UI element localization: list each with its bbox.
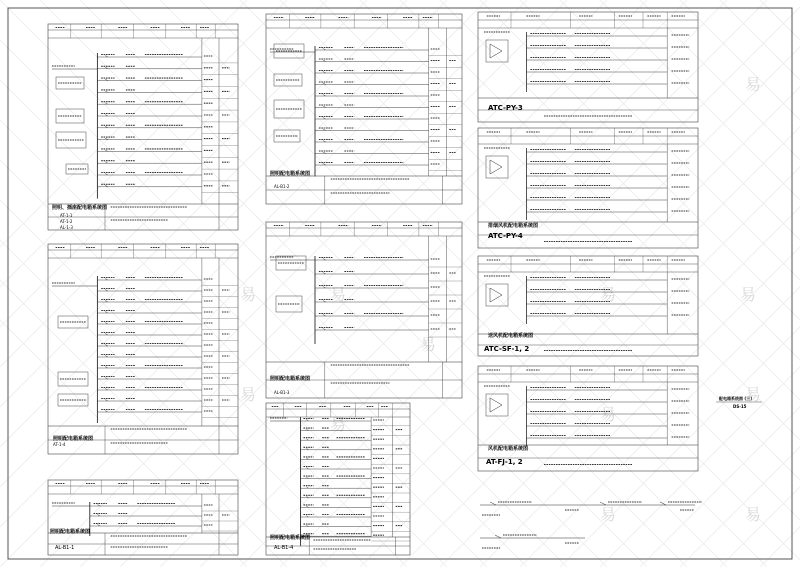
panel-frame	[266, 222, 462, 398]
watermark-glyph: 易	[600, 505, 617, 524]
watermark-glyph: 易	[240, 385, 257, 404]
watermark-stripe	[320, 0, 800, 567]
p1-note-c: AL-1-3	[60, 225, 73, 230]
side-number: DS-15	[733, 404, 747, 409]
watermark-glyph: 易	[745, 385, 762, 404]
watermark-stripe	[760, 0, 800, 567]
watermark-glyph: 易	[240, 285, 257, 304]
r2-name: ATC-PY-4	[488, 232, 523, 240]
p6-name: AL-B1-4	[274, 545, 294, 551]
r4-caption: 风机配电箱系统图	[488, 446, 529, 452]
p5-caption: 照明配电箱系统图	[270, 376, 311, 382]
watermark-glyph: 易	[745, 75, 762, 94]
watermark-glyph: 易	[330, 415, 347, 434]
r3-name: ATC-SF-1, 2	[484, 345, 530, 353]
p1-note-b: AT-1-2	[60, 219, 73, 224]
p3-caption: 照明配电箱系统图	[50, 529, 91, 535]
watermark-glyph: 易	[740, 285, 757, 304]
r4-name: AT-FJ-1, 2	[486, 458, 523, 466]
sheet-border	[8, 8, 792, 559]
watermark-stripe	[320, 0, 800, 567]
p4-caption: 照明配电箱系统图	[270, 171, 311, 177]
watermark-stripe	[600, 0, 800, 567]
p1-note-a: AT-1-1	[60, 213, 73, 218]
watermark-stripe	[360, 0, 800, 567]
watermark-stripe	[600, 0, 800, 567]
breaker-symbol	[490, 502, 496, 505]
p3-name: AL-B1-1	[55, 545, 75, 551]
watermark-glyph: 易	[420, 335, 437, 354]
watermark-stripe	[360, 0, 800, 567]
r1-name: ATC-PY-3	[488, 104, 523, 112]
p1-caption: 照明、插座配电箱系统图	[52, 205, 108, 211]
watermark-stripe	[400, 0, 800, 567]
p4-name: AL-B1-2	[274, 184, 290, 189]
p2-caption: 照明配电箱系统图	[53, 436, 94, 442]
watermark-stripe	[640, 0, 800, 567]
watermark-stripe	[640, 0, 800, 567]
starter-symbol	[490, 398, 502, 412]
p5-name: AL-B1-3	[274, 390, 290, 395]
starter-box	[486, 156, 508, 178]
watermark-glyph: 易	[600, 285, 617, 304]
watermark-glyph: 易	[330, 285, 347, 304]
watermark-glyph: 易	[745, 505, 762, 524]
starter-box	[486, 40, 508, 62]
r3-caption: 送风机配电箱系统图	[488, 333, 534, 339]
watermark-stripe	[760, 0, 800, 567]
watermark-glyph: 易	[600, 405, 617, 424]
side-title: 配电箱系统图 (三)	[719, 396, 753, 401]
p2-name: AT-1-4	[53, 442, 66, 447]
p6-caption: 照明配电箱系统图	[270, 535, 311, 541]
watermark-stripe	[400, 0, 800, 567]
r2-caption: 排烟风机配电箱系统图	[488, 223, 539, 229]
